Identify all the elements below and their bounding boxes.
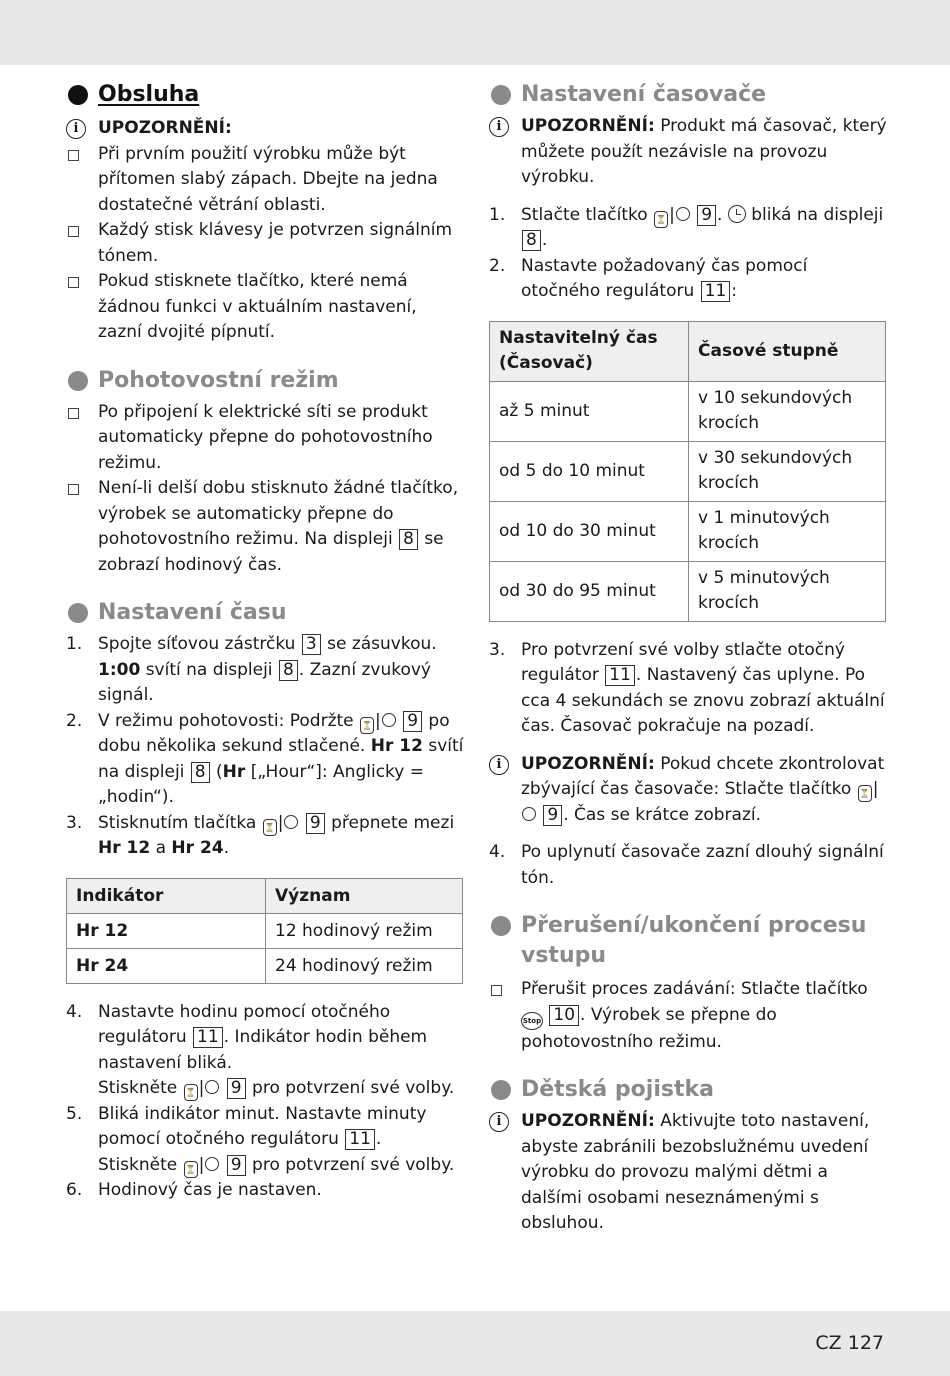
checkbox-square-icon [68,484,79,495]
standby-list [66,400,464,579]
bullet-dot-icon [68,85,88,105]
section-title-interrupt: Přerušení/ukončení procesu vstupu [489,911,887,971]
bullet-dot-icon [68,371,88,391]
left-column [66,80,464,1204]
bullet-dot-icon [491,1080,511,1100]
step-item: 3. Stisknutím tlačítka ⏳ | 9 přepnete mezi Hr 12 a Hr 24. [66,812,455,858]
obsluha-list [66,142,464,346]
stop-button-icon: Stop [521,1012,543,1030]
timer-button-icon: ⏳ [263,819,277,836]
timer-steps-continued [489,638,887,740]
alarm-clock-icon [676,207,690,221]
timer-steps [489,203,887,305]
footer-band [0,1311,950,1376]
timer-button-icon: ⏳ [184,1084,198,1101]
step-item: 3. Pro potvrzení své volby stlačte otočný regulátor 11 . Nastavený čas uplyne. Po cca 4 sekundách se znovu zobrazí aktuální čas. Časovač pokračuje na pozadí. [489,639,885,736]
interrupt-list [489,977,887,1055]
info-icon: i [66,119,86,139]
time-steps-continued [66,1000,464,1204]
timer-steps-table [489,321,886,622]
list-item: Pokud stisknete tlačítko, které nemá žádnou funkci v aktuálním nastavení, zazní dvojité pípnutí. [66,269,464,346]
alarm-clock-icon [522,807,536,821]
note-timer: i UPOZORNĚNÍ: Produkt má časovač, který můžete použít nezávisle na provozu výrobku. [489,114,887,191]
table-row: od 5 do 10 minut v 30 sekundových krocích [490,441,886,501]
step-item: 1. Stlačte tlačítko ⏳ | 9 . bliká na displeji 8 . [489,204,884,250]
table-row: od 10 do 30 minut v 1 minutových krocích [490,501,886,561]
list-item: Při prvním použití výrobku může být přítomen slabý zápach. Dbejte na jedna dostatečné větrání oblasti. [66,142,464,219]
step-item: 1. Spojte síťovou zástrčku 3 se zásuvkou. 1:00 svítí na displeji 8 . Zazní zvukový signál. [66,634,437,705]
table-row: Hr 12 12 hodinový režim [67,913,463,948]
step-item: 4. Po uplynutí časovače zazní dlouhý signální tón. [489,842,884,888]
note-label: UPOZORNĚNÍ: [98,118,232,138]
note-child-lock: i UPOZORNĚNÍ: Aktivujte toto nastavení, abyste zabránili bezobslužnému uvedení výrobku do provozu malými dětmi a dalšími osobami neseznámenými s obsluhou. [489,1109,887,1237]
note-obsluha [66,116,464,142]
info-icon: i [489,117,509,137]
checkbox-square-icon [491,985,502,996]
timer-steps-final [489,840,887,891]
info-icon: i [489,755,509,775]
step-item: 6. Hodinový čas je nastaven. [66,1180,322,1200]
step-item: 4. Nastavte hodinu pomocí otočného regulátoru 11 . Indikátor hodin během nastavení bliká. Stiskněte ⏳ | 9 pro potvrzení své volby. [66,1000,464,1102]
alarm-clock-icon [205,1157,219,1171]
list-item: Není-li delší dobu stisknuto žádné tlačítko, výrobek se automaticky přepne do pohotovostního režimu. Na displeji 8 se zobrazí hodinový čas. [66,476,464,578]
indicator-table [66,878,463,984]
list-item: Přerušit proces zadávání: Stlačte tlačítko Stop 10 . Výrobek se přepne do pohotovostního režimu. [489,977,887,1055]
section-title-child-lock: Dětská pojistka [489,1075,887,1105]
timer-button-icon: ⏳ [360,717,374,734]
checkbox-square-icon [68,277,79,288]
alarm-clock-icon [284,815,298,829]
alarm-clock-icon [205,1080,219,1094]
time-steps [66,632,464,862]
page-number: CZ 127 [815,1332,884,1354]
timer-button-icon: ⏳ [858,785,872,802]
table-row: až 5 minut v 10 sekundových krocích [490,381,886,441]
table-header-row: Nastavitelný čas (Časovač) Časové stupně [490,321,886,381]
step-item: 5. Bliká indikátor minut. Nastavte minuty pomocí otočného regulátoru 11 . Stiskněte ⏳ | 9 pro potvrzení své volby. [66,1102,464,1179]
checkbox-square-icon [68,150,79,161]
right-column [489,80,887,1237]
key-ref: 8 [399,529,418,550]
table-row: od 30 do 95 minut v 5 minutových krocích [490,561,886,621]
table-row: Hr 24 24 hodinový režim [67,948,463,983]
alarm-clock-icon [382,713,396,727]
header-band [0,0,950,65]
bullet-dot-icon [491,916,511,936]
info-icon: i [489,1112,509,1132]
note-timer-remaining: i UPOZORNĚNÍ: Pokud chcete zkontrolovat zbývající čas časovače: Stlačte tlačítko ⏳ | 9 . Čas se krátce zobrazí. [489,752,887,829]
checkbox-square-icon [68,226,79,237]
section-title-time: Nastavení času [66,598,464,628]
list-item: Po připojení k elektrické síti se produkt automaticky přepne do pohotovostního režimu. [66,400,464,477]
table-header-row: Indikátor Význam [67,878,463,913]
section-title-timer: Nastavení časovače [489,80,887,110]
clock-icon [728,205,746,223]
step-item: 2. V režimu pohotovosti: Podržte ⏳ | 9 po dobu několika sekund stlačené. Hr 12 svítí na displeji 8 (Hr [„Hour“]: Anglicky = „hodin“). [66,710,464,807]
bullet-dot-icon [68,603,88,623]
checkbox-square-icon [68,408,79,419]
bullet-dot-icon [491,85,511,105]
section-title-standby: Pohotovostní režim [66,366,464,396]
section-title-obsluha: Obsluha [66,80,464,110]
step-item: 2. Nastavte požadovaný čas pomocí otočného regulátoru 11 : [489,255,808,301]
timer-button-icon: ⏳ [654,211,668,228]
timer-button-icon: ⏳ [184,1161,198,1178]
list-item: Každý stisk klávesy je potvrzen signálním tónem. [66,218,464,269]
